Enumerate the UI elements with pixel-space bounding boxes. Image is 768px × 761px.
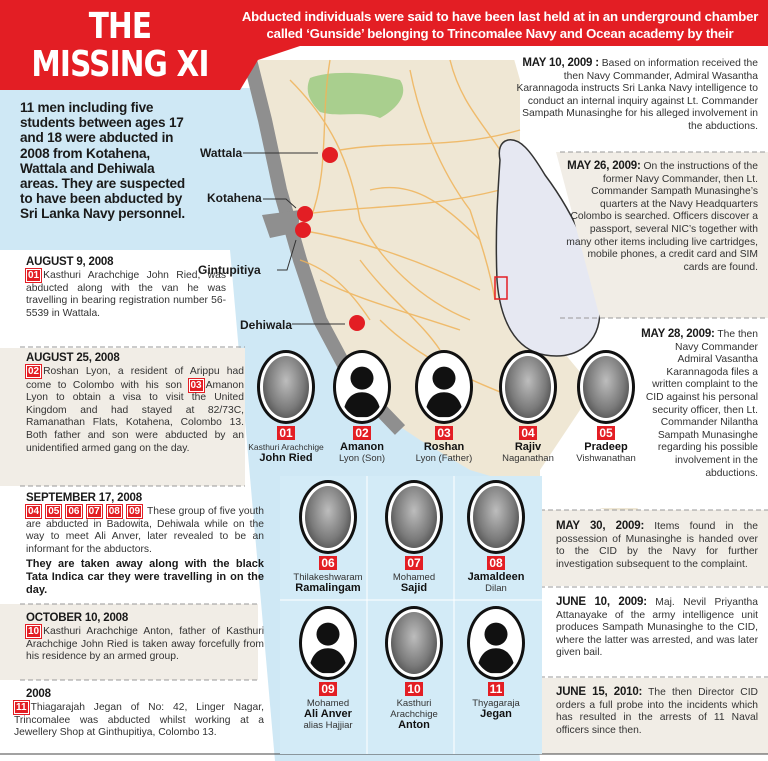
timeline-entry-oct10 (26, 612, 264, 664)
victim-badge: 03 (190, 379, 202, 391)
person-number: 02 (355, 426, 369, 440)
entry-date: MAY 30, 2009: (556, 520, 645, 532)
marker-kotahena (297, 206, 313, 222)
portrait-photo (499, 350, 557, 424)
entry-date: OCTOBER 10, 2008 (26, 612, 129, 624)
person-name-suffix: Naganathan (502, 453, 554, 464)
person-name-prefix: Mohamed (392, 572, 436, 583)
title-line-2: MISSING XI (31, 44, 209, 85)
entry-text: Items found in the possession of Munasinghe is handed over to the CID by the Navy for further investigation subsequent to the complaint. (556, 521, 758, 570)
person-name-suffix: Lyon (Son) (338, 453, 386, 464)
person-name-bold: Rajiv (514, 441, 542, 453)
portrait-photo (467, 480, 525, 554)
person-number: 06 (321, 556, 335, 570)
entry-text: Roshan Lyon, a resident of Arippu had come to Colombo with his son (26, 366, 244, 391)
person-name-prefix: Kasthuri Arachchige (248, 442, 324, 452)
marker-gintupitiya (295, 222, 311, 238)
person-card-06 (288, 480, 368, 594)
person-card-02 (322, 350, 402, 464)
person-name-suffix: alias Hajjiar (303, 720, 353, 731)
title-line-1: THE (88, 6, 152, 47)
person-card-10 (374, 606, 454, 731)
portrait-photo (577, 350, 635, 424)
portrait-photo (385, 606, 443, 680)
person-name-prefix: Kasthuri Arachchige (390, 698, 438, 720)
timeline-entry-jun10 (556, 596, 758, 660)
entry-date: AUGUST 9, 2008 (26, 256, 114, 268)
entry-date: AUGUST 25, 2008 (26, 352, 120, 364)
timeline-entry-may10 (508, 57, 758, 134)
victim-badge: 01 (28, 270, 40, 281)
timeline-entry-may30 (556, 520, 758, 571)
person-number: 05 (599, 426, 613, 440)
person-number: 08 (489, 556, 503, 570)
person-name-prefix: Thyagaraja (472, 698, 520, 709)
person-name-bold: John Ried (259, 452, 313, 464)
person-name-suffix: Vishwanathan (576, 453, 636, 464)
silhouette-icon (299, 606, 357, 680)
person-card-07 (374, 480, 454, 594)
person-name-suffix: Lyon (Father) (415, 453, 473, 464)
map-label-dehiwala: Dehiwala (240, 318, 293, 332)
person-name-bold: Anton (398, 719, 430, 731)
person-card-01 (246, 350, 326, 464)
portrait-photo (257, 350, 315, 424)
timeline-entry-jun15 (556, 686, 758, 737)
entry-date: MAY 26, 2009: (567, 160, 641, 172)
person-name-bold: Ali Anver (304, 708, 352, 720)
victim-badge: 04 (28, 506, 40, 517)
entry-date: JUNE 10, 2009: (556, 596, 647, 608)
entry-text: The then Director CID orders a full probe into the incidents which has resulted in the arrests of 11 Naval officers since then. (556, 687, 758, 736)
person-name-suffix: Dilan (485, 583, 507, 594)
entry-date: 2008 (26, 688, 51, 700)
intro-text: 11 men including five students between ages 17 and 18 were abducted in 2008 from Kotahena, Wattala and Dehiwala areas. They are suspected to have been abducted by Sri Lanka Navy personnel. (20, 100, 186, 222)
person-name-prefix: Thilakeshwaram (293, 572, 363, 583)
person-name-bold: Amanon (340, 441, 384, 453)
entry-text: Based on information received the then Navy Commander, Admiral Wasantha Karannagoda instructs Sri Lanka Navy intelligence to conduct an internal inquiry against Lt. Commander Sampath Munasinghe for his alleged involvement in the abductions. (516, 58, 758, 132)
entry-text: On the instructions of the former Navy Commander, then Lt. Commander Sampath Munasinghe’s quarters at the Navy Headquarters Colombo is searched. Officers discover a passport, several NIC’s together with many other items including live cartridges, mobile phones, a credit card and SIM cards are found. (566, 161, 758, 273)
person-card-08 (456, 480, 536, 594)
person-name-bold: Pradeep (584, 441, 628, 453)
person-card-11 (456, 606, 536, 720)
person-card-03 (404, 350, 484, 464)
person-name-bold: Roshan (423, 441, 465, 453)
entry-text: The then Navy Commander Admiral Vasantha Karannagoda files a written complaint to the CID against his personal security officer, then Lt. Commander Nilantha Sampath Munasinghe regarding his possible involvement in the abductions. (645, 329, 758, 479)
timeline-entry-2008 (14, 688, 264, 740)
timeline-entry-aug9 (26, 256, 226, 320)
map-label-gintupitiya: Gintupitiya (198, 263, 261, 277)
silhouette-icon (467, 606, 525, 680)
map-label-wattala: Wattala (200, 146, 243, 160)
person-name-bold: Jamaldeen (467, 571, 525, 583)
entry-date: JUNE 15, 2010: (556, 686, 643, 698)
silhouette-icon (333, 350, 391, 424)
person-name-prefix: Mohamed (306, 698, 350, 709)
marker-dehiwala (349, 315, 365, 331)
victim-badge: 08 (108, 506, 120, 517)
header-banner-text: Abducted individuals were said to have been last held at in an underground chamber called ‘Gunside’ belonging to Trincomalee Navy and Ocean academy by their captors. (241, 9, 759, 58)
entry-date: MAY 28, 2009: (641, 328, 715, 340)
silhouette-icon (415, 350, 473, 424)
portrait-photo (385, 480, 443, 554)
person-number: 09 (321, 682, 335, 696)
victim-badge: 10 (28, 626, 40, 637)
victim-badge: 05 (48, 506, 60, 517)
person-card-05 (566, 350, 646, 464)
timeline-entry-may26 (562, 160, 758, 274)
person-number: 03 (437, 426, 451, 440)
person-number: 04 (521, 426, 535, 440)
victim-badge: 06 (68, 506, 80, 517)
timeline-entry-sep17 (26, 492, 264, 597)
person-card-09 (288, 606, 368, 731)
entry-date: MAY 10, 2009 : (522, 57, 599, 69)
entry-text: Kasthuri Arachchige John Ried, was abducted along with the van he was travelling in bearing registration number 56-5539 in Wattala. (26, 270, 226, 319)
page-title (27, 4, 214, 88)
map-label-kotahena: Kotahena (207, 191, 262, 205)
person-number: 11 (489, 682, 503, 696)
person-number: 07 (407, 556, 421, 570)
person-number: 10 (407, 682, 421, 696)
entry-date: SEPTEMBER 17, 2008 (26, 492, 142, 504)
victim-badge: 02 (28, 366, 40, 377)
timeline-entry-may28 (640, 328, 758, 480)
entry-text: Kasthuri Arachchige Anton, father of Kasthuri Arachchige John Ried is taken away forcefully from his residence by an armed group. (26, 626, 264, 663)
timeline-entry-aug25 (26, 352, 244, 455)
entry-bold-text: They are taken away along with the black Tata Indica car they were travelling in on the day. (26, 558, 264, 597)
entry-text-2: Amanon Lyon to obtain a visa to visit the United Kingdom and had stayed at 82/73C, Ramanathan Flats, Kotahena, Colombo 13. Both father and son were abducted by an unidentified armed gang on the day. (26, 379, 244, 454)
entry-text: These group of five youth are abducted in Badowita, Dehiwala while on the way to meet Ali Anver, later revealed to be an informant for the abductors. (26, 506, 264, 555)
green-area (308, 73, 404, 118)
victim-badge: 07 (88, 506, 100, 517)
entry-text: Maj. Nevil Priyantha Attanayake of the army intelligence unit produces Sampath Munasinghe to the CID, where the latter was arrested, and was later given bail. (556, 597, 758, 659)
victim-badge: 09 (128, 506, 141, 517)
person-name-bold: Ramalingam (295, 582, 361, 594)
portrait-photo (299, 480, 357, 554)
person-name-bold: Sajid (400, 582, 428, 594)
entry-text: Thiagarajah Jegan of No: 42, Linger Nagar, Trincomalee was abducted whilst working at a Jewellery Shop at Ginthupitiya, Colombo 13. (14, 702, 264, 739)
victim-badge: 11 (16, 702, 27, 713)
person-number: 01 (279, 426, 293, 440)
marker-wattala (322, 147, 338, 163)
person-name-bold: Jegan (480, 708, 512, 720)
person-card-04 (488, 350, 568, 464)
